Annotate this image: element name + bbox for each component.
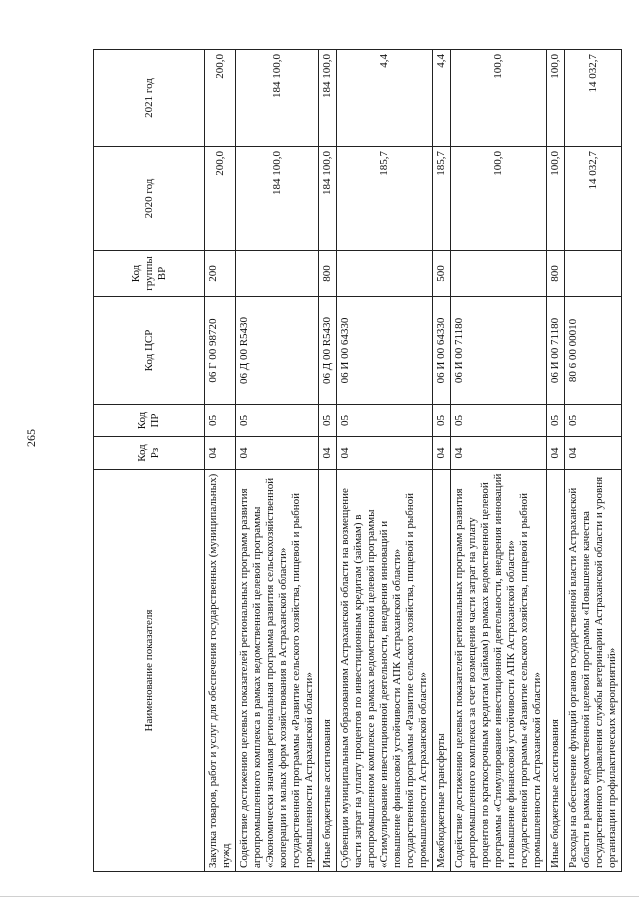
cell-rz: 04 [205, 437, 236, 470]
scan-edge-line [0, 896, 639, 897]
cell-pr: 05 [451, 405, 547, 437]
table-row [319, 50, 337, 872]
cell-2020: 100,0 [547, 147, 565, 251]
cell-name: Содействие достижению целевых показателей региональных программ развития агропромышленного комплекса в рамках ведомственной целевой программы «Экономически значимая региональная программа развития сельскохозяйственной кооперации и малых форм хозяйствования в Астраханской области» государственной программы «Развитие сельского хозяйства, пищевой и рыбной промышленности Астраханской области» [236, 470, 319, 872]
cell-vr: 800 [319, 251, 337, 297]
cell-name: Субвенции муниципальным образованиям Астраханской области на возмещение части затрат на уплату процентов по инвестиционным кредитам (займам) в агропромышленном комплексе в рамках ведомственной целевой программы «Стимулирование инвестиционной деятельности, внедрения инноваций и повышение финансовой устойчивости АПК Астраханской области» государственной программы «Развитие сельского хозяйства, пищевой и рыбной промышленности Астраханской области» [337, 470, 433, 872]
cell-vr [451, 251, 547, 297]
header-vr: Код группы ВР [94, 251, 205, 297]
cell-pr: 05 [236, 405, 319, 437]
cell-vr: 800 [547, 251, 565, 297]
header-name: Наименование показателя [94, 470, 205, 872]
table-row [205, 50, 236, 872]
table-row [433, 50, 451, 872]
cell-csr: 06 Г 00 98720 [205, 297, 236, 405]
cell-csr: 06 И 00 71180 [547, 297, 565, 405]
cell-rz: 04 [433, 437, 451, 470]
cell-2021: 4,4 [337, 50, 433, 147]
table-header-row [94, 50, 205, 872]
cell-csr: 06 И 00 64330 [337, 297, 433, 405]
cell-pr: 05 [205, 405, 236, 437]
cell-csr: 80 6 00 00010 [565, 297, 622, 405]
page-number: 265 [24, 429, 38, 447]
header-pr: Код ПР [94, 405, 205, 437]
cell-name: Иные бюджетные ассигнования [547, 470, 565, 872]
cell-pr: 05 [319, 405, 337, 437]
cell-rz: 04 [451, 437, 547, 470]
cell-2020: 200,0 [205, 147, 236, 251]
cell-vr: 500 [433, 251, 451, 297]
table-row [236, 50, 319, 872]
cell-rz: 04 [236, 437, 319, 470]
table-row [337, 50, 433, 872]
cell-rz: 04 [565, 437, 622, 470]
cell-rz: 04 [319, 437, 337, 470]
cell-2021: 184 100,0 [319, 50, 337, 147]
cell-pr: 05 [433, 405, 451, 437]
cell-2021: 4,4 [433, 50, 451, 147]
cell-csr: 06 Д 00 R5430 [319, 297, 337, 405]
budget-table [93, 49, 622, 872]
cell-rz: 04 [547, 437, 565, 470]
cell-csr: 06 И 00 71180 [451, 297, 547, 405]
cell-vr [236, 251, 319, 297]
cell-2020: 184 100,0 [236, 147, 319, 251]
cell-pr: 05 [547, 405, 565, 437]
cell-2020: 185,7 [337, 147, 433, 251]
cell-name: Межбюджетные трансферты [433, 470, 451, 872]
header-2020: 2020 год [94, 147, 205, 251]
cell-2021: 184 100,0 [236, 50, 319, 147]
cell-name: Содействие достижению целевых показателей региональных программ развития агропромышленного комплекса за счет возмещения части затрат на уплату процентов по краткосрочным кредитам (займам) в рамках ведомственной целевой программы «Стимулирование инвестиционной деятельности, внедрения инноваций и повышение финансовой устойчивости АПК Астраханской области» государственной программы «Развитие сельского хозяйства, пищевой и рыбной промышленности Астраханской области» [451, 470, 547, 872]
cell-2021: 14 032,7 [565, 50, 622, 147]
cell-rz: 04 [337, 437, 433, 470]
cell-name: Расходы на обеспечение функций органов государственной власти Астраханской области в рамках ведомственной целевой программы «Повышение качества государственного управления службы ветеринарии Астраханской области и уровня организации профилактических мероприятий» [565, 470, 622, 872]
cell-2021: 100,0 [547, 50, 565, 147]
cell-2020: 185,7 [433, 147, 451, 251]
table-row [547, 50, 565, 872]
cell-name: Иные бюджетные ассигнования [319, 470, 337, 872]
cell-name: Закупка товаров, работ и услуг для обеспечения государственных (муниципальных) нужд [205, 470, 236, 872]
cell-pr: 05 [565, 405, 622, 437]
cell-vr [337, 251, 433, 297]
cell-csr: 06 Д 00 R5430 [236, 297, 319, 405]
cell-2021: 100,0 [451, 50, 547, 147]
header-2021: 2021 год [94, 50, 205, 147]
header-rz: Код Рз [94, 437, 205, 470]
cell-2021: 200,0 [205, 50, 236, 147]
cell-2020: 100,0 [451, 147, 547, 251]
cell-vr: 200 [205, 251, 236, 297]
header-csr: Код ЦСР [94, 297, 205, 405]
cell-vr [565, 251, 622, 297]
cell-2020: 14 032,7 [565, 147, 622, 251]
cell-pr: 05 [337, 405, 433, 437]
table-row [565, 50, 622, 872]
rotated-page [93, 50, 622, 872]
table-row [451, 50, 547, 872]
cell-2020: 184 100,0 [319, 147, 337, 251]
cell-csr: 06 И 00 64330 [433, 297, 451, 405]
